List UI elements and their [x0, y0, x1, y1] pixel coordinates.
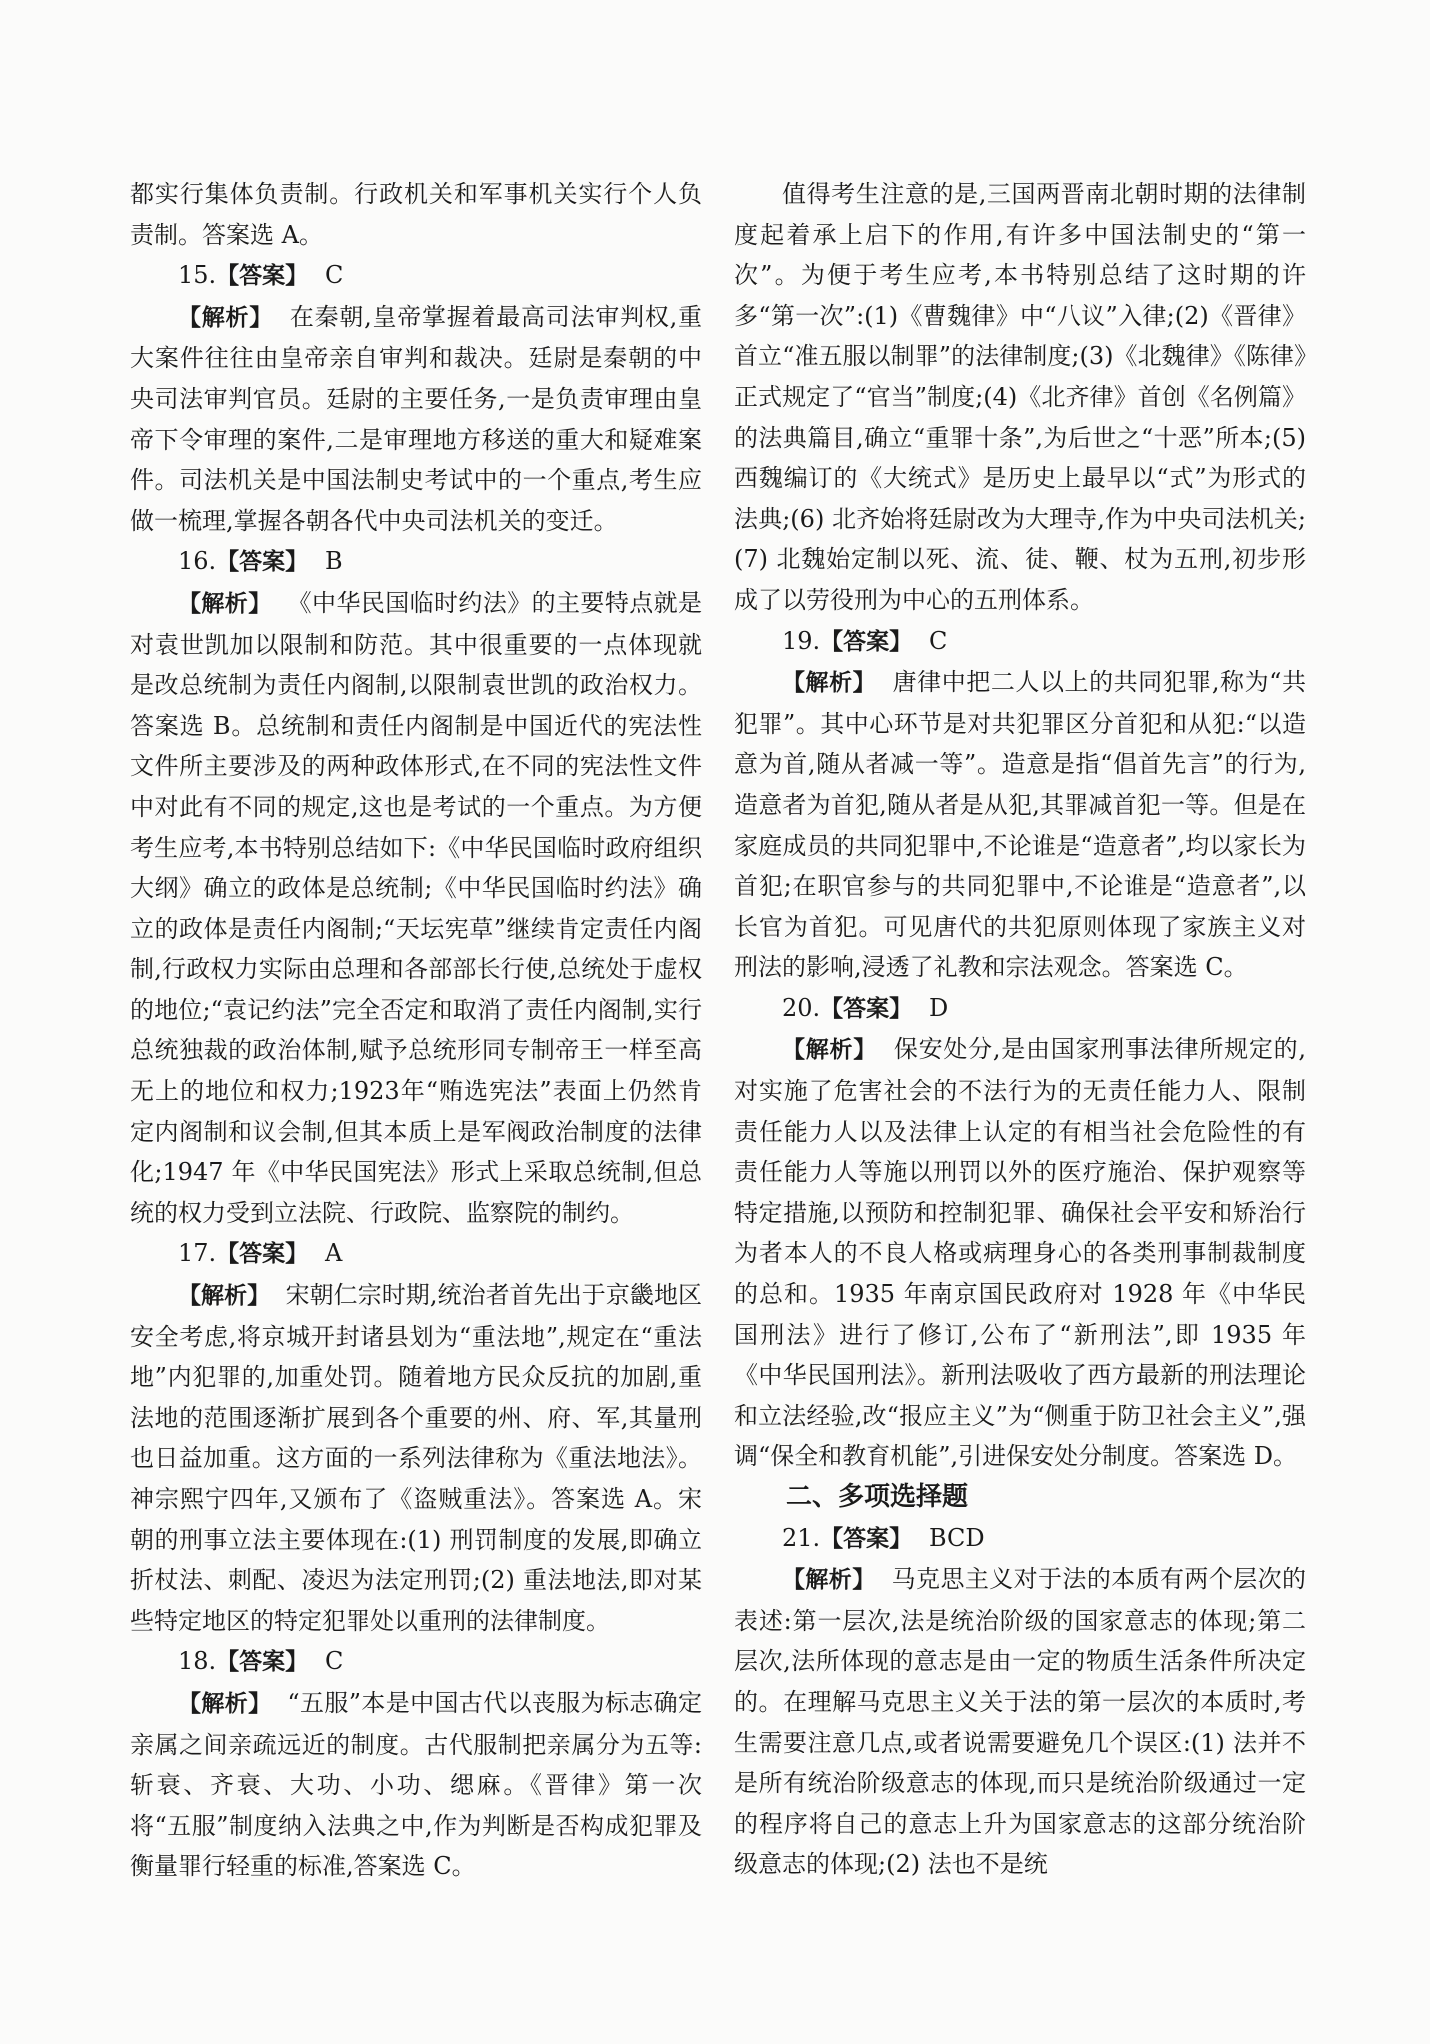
analysis-18	[130, 1683, 702, 1887]
question-number: 16.	[178, 547, 217, 576]
analysis-15	[130, 297, 702, 542]
answer-label: 【答案】	[820, 628, 913, 655]
answer-line-17	[130, 1233, 702, 1275]
analysis-17	[130, 1275, 702, 1641]
analysis-21	[734, 1559, 1306, 1885]
question-number: 15.	[178, 261, 217, 290]
answer-line-18	[130, 1641, 702, 1683]
analysis-label: 【解析】	[178, 1690, 272, 1717]
answer-label: 【答案】	[820, 1525, 913, 1552]
question-number: 17.	[178, 1239, 217, 1268]
answer-line-19	[734, 621, 1306, 663]
right-column	[734, 174, 1306, 1885]
paragraph-intro: 值得考生注意的是,三国两晋南北朝时期的法律制度起着承上启下的作用,有许多中国法制史的“第一次”。为便于考生应考,本书特别总结了这时期的许多“第一次”:(1)《曹魏律》中“八议”入律;(2)《晋律》首立“准五服以制罪”的法律制度;(3)《北魏律》《陈律》正式规定了“官当”制度;(4)《北齐律》首创《名例篇》的法典篇目,确立“重罪十条”,为后世之“十恶”所本;(5) 西魏编订的《大统式》是历史上最早以“式”为形式的法典;(6) 北齐始将廷尉改为大理寺,作为中央司法机关;(7) 北魏始定制以死、流、徒、鞭、杖为五刑,初步形成了以劳役刑为中心的五刑体系。	[734, 180, 1306, 614]
analysis-text: “五服”本是中国古代以丧服为标志确定亲属之间亲疏远近的制度。古代服制把亲属分为五等:斩衰、齐衰、大功、小功、缌麻。《晋律》第一次将“五服”制度纳入法典之中,作为判断是否构成犯罪及衡量罪行轻重的标准,答案选 C。	[130, 1688, 703, 1881]
answer-line-16	[130, 541, 702, 583]
analysis-label: 【解析】	[782, 670, 877, 697]
answer-label: 【答案】	[216, 1649, 309, 1676]
answer-value: BCD	[928, 1523, 985, 1552]
answer-value: D	[928, 993, 949, 1022]
analysis-label: 【解析】	[782, 1567, 876, 1594]
analysis-16	[130, 583, 702, 1234]
question-number: 21.	[782, 1523, 821, 1552]
answer-value: C	[324, 1647, 344, 1676]
analysis-text: 唐律中把二人以上的共同犯罪,称为“共犯罪”。其中心环节是对共犯罪区分首犯和从犯:“以造意为首,随从者减一等”。造意是指“倡首先言”的行为,造意者为首犯,随从者是从犯,其罪减首犯一等。但是在家庭成员的共同犯罪中,不论谁是“造意者”,均以家长为首犯;在职官参与的共同犯罪中,不论谁是“造意者”,以长官为首犯。可见唐代的共犯原则体现了家族主义对刑法的影响,浸透了礼教和宗法观念。答案选 C。	[734, 668, 1306, 982]
answer-label: 【答案】	[216, 1241, 309, 1268]
analysis-label: 【解析】	[782, 1037, 878, 1064]
analysis-19	[734, 662, 1306, 988]
answer-line-21	[734, 1518, 1306, 1560]
analysis-text: 马克思主义对于法的本质有两个层次的表述:第一层次,法是统治阶级的国家意志的体现;第二层次,法所体现的意志是由一定的物质生活条件所决定的。在理解马克思主义关于法的第一层次的本质时,考生需要注意几点,或者说需要避免几个误区:(1) 法并不是所有统治阶级意志的体现,而只是统治阶级通过一定的程序将自己的意志上升为国家意志的这部分统治阶级意志的体现;(2) 法也不是统	[734, 1565, 1307, 1879]
answer-value: B	[324, 547, 343, 576]
analysis-20	[734, 1029, 1306, 1477]
question-number: 20.	[782, 993, 821, 1022]
answer-line-20	[734, 988, 1306, 1030]
question-number: 19.	[782, 626, 821, 655]
paragraph: 都实行集体负责制。行政机关和军事机关实行个人负责制。答案选 A。	[130, 180, 702, 249]
analysis-text: 保安处分,是由国家刑事法律所规定的,对实施了危害社会的不法行为的无责任能力人、限制责任能力人以及法律上认定的有相当社会危险性的有责任能力人等施以刑罚以外的医疗施治、保护观察等特定措施,以预防和控制犯罪、确保社会平安和矫治行为者本人的不良人格或病理身心的各类刑事制裁制度的总和。1935 年南京国民政府对 1928 年《中华民国刑法》进行了修订,公布了“新刑法”,即 1935 年《中华民国刑法》。新刑法吸收了西方最新的刑法理论和立法经验,改“报应主义”为“侧重于防卫社会主义”,强调“保全和教育机能”,引进保安处分制度。答案选 D。	[734, 1035, 1306, 1471]
answer-value: A	[324, 1239, 343, 1268]
analysis-text: 在秦朝,皇帝掌握着最高司法审判权,重大案件往往由皇帝亲自审判和裁决。廷尉是秦朝的中央司法审判官员。廷尉的主要任务,一是负责审理由皇帝下令审理的案件,二是审理地方移送的重大和疑难案件。司法机关是中国法制史考试中的一个重点,考生应做一梳理,掌握各朝各代中央司法机关的变迁。	[130, 302, 702, 535]
answer-value: C	[928, 626, 948, 655]
answer-value: C	[324, 261, 344, 290]
section-title: 二、多项选择题	[786, 1482, 969, 1512]
answer-line-15	[130, 255, 702, 297]
answer-label: 【答案】	[216, 263, 309, 290]
analysis-text: 宋朝仁宗时期,统治者首先出于京畿地区安全考虑,将京城开封诸县划为“重法地”,规定在“重法地”内犯罪的,加重处罚。随着地方民众反抗的加剧,重法地的范围逐渐扩展到各个重要的州、府、军,其量刑也日益加重。这方面的一系列法律称为《重法地法》。神宗熙宁四年,又颁布了《盗贼重法》。答案选 A。宋朝的刑事立法主要体现在:(1) 刑罚制度的发展,即确立折杖法、刺配、凌迟为法定刑罚;(2) 重法地法,即对某些特定地区的特定犯罪处以重刑的法律制度。	[130, 1281, 702, 1635]
analysis-text: 《中华民国临时约法》的主要特点就是对袁世凯加以限制和防范。其中很重要的一点体现就是改总统制为责任内阁制,以限制袁世凯的政治权力。答案选 B。总统制和责任内阁制是中国近代的宪法性文件所主要涉及的两种政体形式,在不同的宪法性文件中对此有不同的规定,这也是考试的一个重点。为方便考生应考,本书特别总结如下:《中华民国临时政府组织大纲》确立的政体是总统制;《中华民国临时约法》确立的政体是责任内阁制;“天坛宪草”继续肯定责任内阁制,行政权力实际由总理和各部部长行使,总统处于虚权的地位;“袁记约法”完全否定和取消了责任内阁制,实行总统独裁的政治体制,赋予总统形同专制帝王一样至高无上的地位和权力;1923年“贿选宪法”表面上仍然肯定内阁制和议会制,但其本质上是军阀政治制度的法律化;1947 年《中华民国宪法》形式上采取总统制,但总统的权力受到立法院、行政院、监察院的制约。	[130, 588, 703, 1227]
analysis-label: 【解析】	[178, 1283, 271, 1310]
analysis-label: 【解析】	[178, 590, 272, 617]
answer-label: 【答案】	[820, 995, 913, 1022]
left-column	[130, 174, 702, 1887]
analysis-label: 【解析】	[178, 304, 274, 331]
answer-label: 【答案】	[216, 549, 309, 576]
question-number: 18.	[178, 1647, 217, 1676]
